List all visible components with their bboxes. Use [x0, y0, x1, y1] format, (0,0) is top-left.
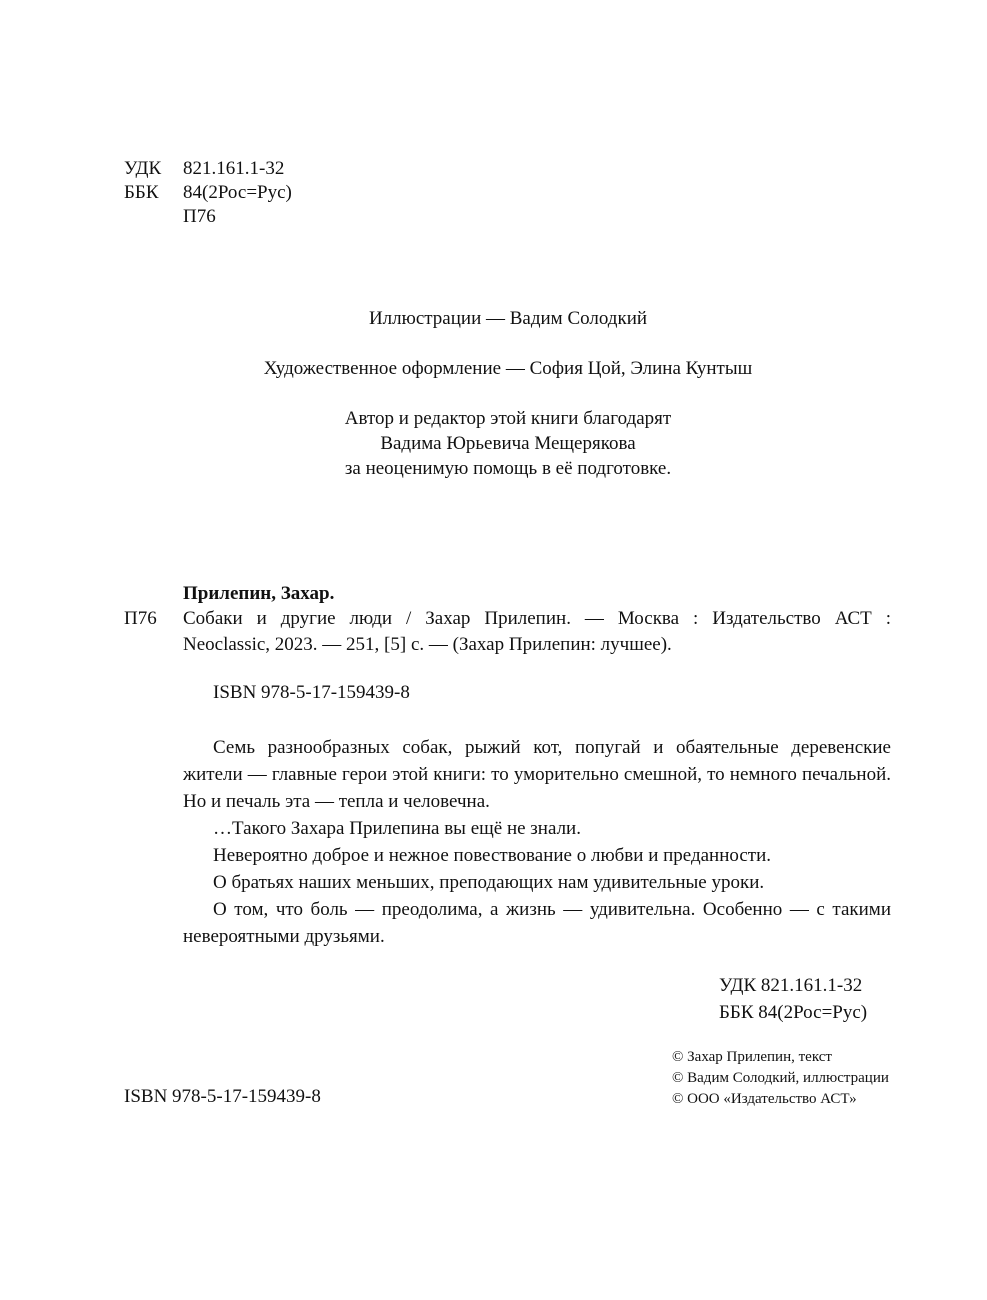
copyright-line: © Захар Прилепин, текст [672, 1049, 832, 1065]
bbk-row [124, 181, 292, 205]
credit-illustrations: Иллюстрации — Вадим Солодкий [368, 308, 648, 329]
author-mark-row [124, 205, 292, 229]
annotation-paragraph: О том, что боль — преодолима, а жизнь — удивительна. Особенно — с такими невероятными друзьями. [183, 899, 891, 947]
bib-isbn: ISBN 978-5-17-159439-8 [213, 682, 410, 703]
annotation [183, 734, 891, 950]
thanks-line: за неоценимую помощь в её подготовке. [344, 458, 672, 479]
udk-label: УДК [124, 158, 162, 179]
bbk-value: 84(2Рос=Рус) [183, 182, 292, 203]
copyright-line: © ООО «Издательство АСТ» [672, 1091, 857, 1107]
udk-value: 821.161.1-32 [183, 158, 285, 179]
thanks-line: Вадима Юрьевича Мещерякова [380, 433, 636, 454]
udk-bottom: УДК 821.161.1-32 [719, 975, 863, 996]
classification-bottom [719, 972, 867, 1026]
annotation-paragraph: Семь разнообразных собак, рыжий кот, попугай и обаятельные деревенские жители — главные герои этой книги: то уморительно смешной, то немного печальной. Но и печаль эта — тепла и человечна. [183, 737, 891, 812]
copyright-line: © Вадим Солодкий, иллюстрации [672, 1070, 889, 1086]
classification-block [124, 157, 292, 229]
credit-thanks [0, 407, 987, 482]
bib-description-line: Собаки и другие люди / Захар Прилепин. — Москва : Издательство АСТ : [183, 608, 891, 629]
bbk-label: ББК [124, 182, 159, 203]
copyright-block [672, 1047, 889, 1110]
bib-description [183, 607, 891, 659]
bib-author-code: П76 [124, 608, 157, 629]
annotation-paragraph: О братьях наших меньших, преподающих нам удивительные уроки. [213, 872, 765, 893]
isbn-bottom: ISBN 978-5-17-159439-8 [124, 1086, 321, 1107]
annotation-paragraph: …Такого Захара Прилепина вы ещё не знали. [213, 818, 581, 839]
udk-row [124, 157, 292, 181]
annotation-paragraph: Невероятно доброе и нежное повествование о любви и преданности. [213, 845, 772, 866]
bib-author-heading: Прилепин, Захар. [183, 583, 335, 604]
author-mark: П76 [183, 206, 216, 227]
bbk-bottom: ББК 84(2Рос=Рус) [719, 1002, 868, 1023]
thanks-line: Автор и редактор этой книги благодарят [344, 408, 672, 429]
credit-design: Художественное оформление — София Цой, Элина Кунтыш [263, 358, 753, 379]
bib-description-line: Neoclassic, 2023. — 251, [5] с. — (Захар Прилепин: лучшее). [183, 634, 672, 655]
